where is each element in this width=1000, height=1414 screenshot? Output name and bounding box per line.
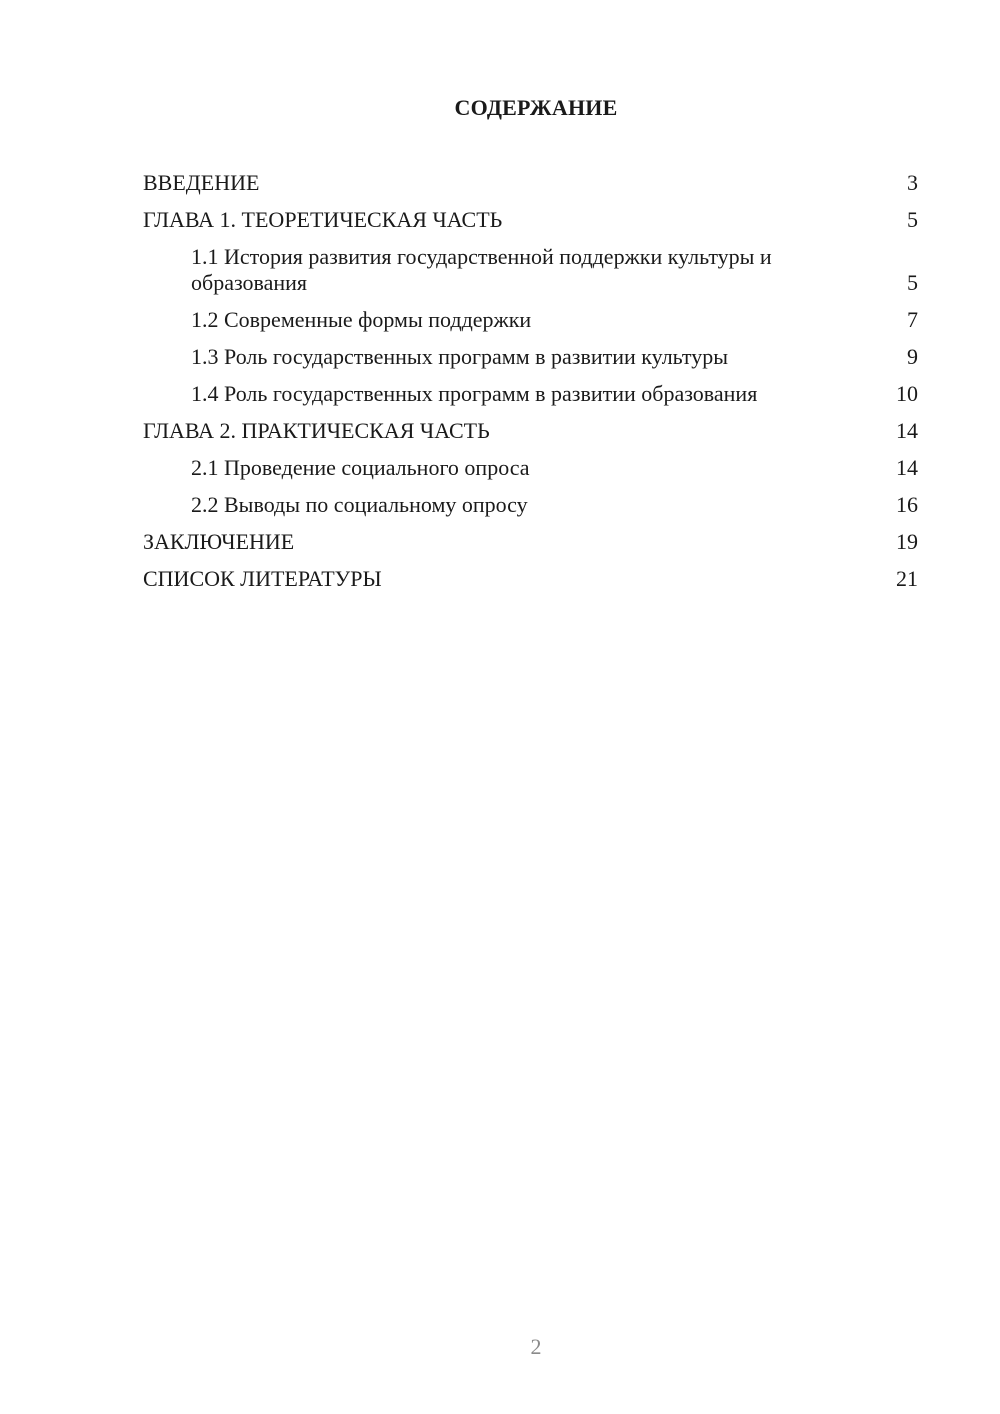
toc-entry-label: 1.2 Современные формы поддержки [191,307,532,332]
toc-entry-section-1-3[interactable] [143,344,918,370]
page-title: СОДЕРЖАНИЕ [454,95,618,120]
toc-entry-page-number: 21 [896,566,918,591]
toc-entry-label: 1.4 Роль государственных программ в развитии образования [191,381,758,406]
toc-entry-section-2-1[interactable] [143,455,918,481]
toc-entry-page-number: 5 [907,270,918,295]
toc-entry-page-number: 19 [896,529,918,554]
toc-entry-page-number: 16 [896,492,918,517]
toc-entry-page-number: 9 [907,344,918,369]
toc-entry-label: 1.1 История развития государственной поддержки культуры и образования [191,244,772,295]
table-of-contents [143,170,918,603]
toc-entry-page-number: 14 [896,455,918,480]
toc-entry-chapter-2[interactable] [143,418,918,444]
toc-entry-label: ГЛАВА 2. ПРАКТИЧЕСКАЯ ЧАСТЬ [143,418,490,443]
toc-entry-page-number: 5 [907,207,918,232]
toc-entry-label: 1.3 Роль государственных программ в развитии культуры [191,344,728,369]
toc-entry-section-1-2[interactable] [143,307,918,333]
toc-entry-label: ЗАКЛЮЧЕНИЕ [143,529,295,554]
page-number: 2 [530,1334,542,1359]
toc-entry-label: 2.2 Выводы по социальному опросу [191,492,528,517]
toc-entry-section-1-1[interactable] [143,244,918,296]
toc-entry-conclusion[interactable] [143,529,918,555]
toc-entry-section-2-2[interactable] [143,492,918,518]
toc-entry-page-number: 14 [896,418,918,443]
toc-entry-label: ВВЕДЕНИЕ [143,170,260,195]
toc-entry-label: СПИСОК ЛИТЕРАТУРЫ [143,566,382,591]
toc-entry-page-number: 10 [896,381,918,406]
toc-entry-chapter-1[interactable] [143,207,918,233]
toc-entry-references[interactable] [143,566,918,592]
toc-entry-label: 2.1 Проведение социального опроса [191,455,530,480]
toc-entry-page-number: 3 [907,170,918,195]
toc-entry-label: ГЛАВА 1. ТЕОРЕТИЧЕСКАЯ ЧАСТЬ [143,207,503,232]
toc-entry-section-1-4[interactable] [143,381,918,407]
toc-entry-introduction[interactable] [143,170,918,196]
toc-entry-page-number: 7 [907,307,918,332]
